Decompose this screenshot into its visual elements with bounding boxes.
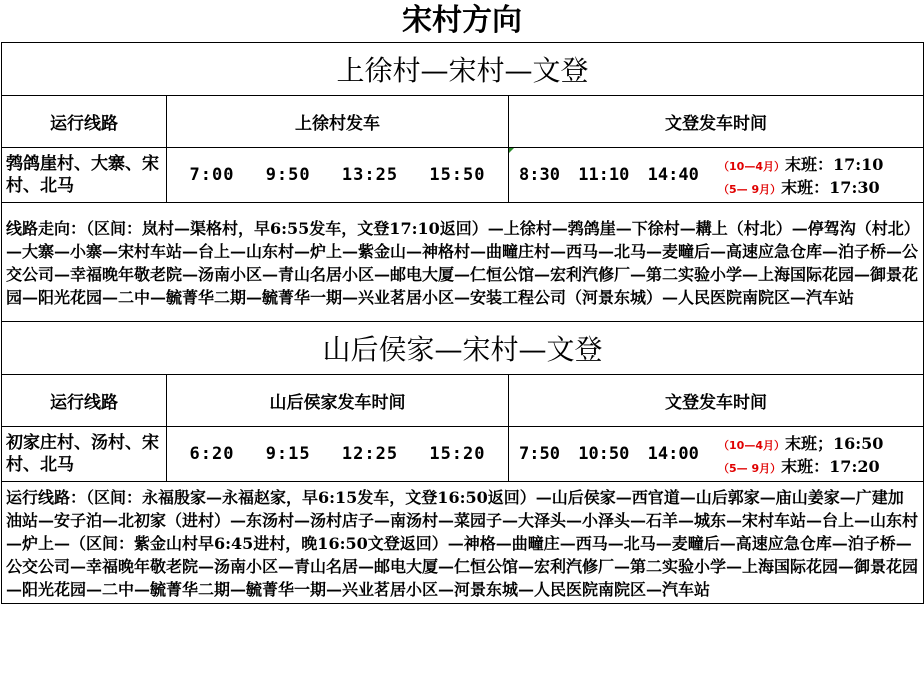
route-description-row <box>2 482 924 604</box>
header-departure-wendeng: 文登发车时间 <box>509 375 924 427</box>
last-bus-time: 末班；16:50 <box>785 434 884 453</box>
route-title: 上徐村—宋村—文登 <box>2 43 924 96</box>
route-title-row <box>2 43 924 96</box>
header-line: 运行线路 <box>2 96 167 148</box>
header-departure-wendeng <box>509 96 924 148</box>
last-bus-time: 末班：17:20 <box>781 457 880 476</box>
origin-time: 12:25 <box>341 444 399 464</box>
origin-time: 15:20 <box>429 444 486 464</box>
origin-times <box>167 427 509 482</box>
wendeng-time: 14:40 <box>647 165 699 185</box>
header-row <box>2 375 924 427</box>
wendeng-time: 11:10 <box>578 165 630 185</box>
route-description: 运行线路：（区间：永福殷家—永福赵家，早6:15发车，文登16:50返回）—山后侯家—西官道—山后郭家—庙山姜家—广建加油站—安子泊—北初家（进村）—东汤村—汤村店子—南汤村—菜园子—大泽头—小泽头—石羊—城东—宋村车站—台上—山东村—炉上—（区间：紫金山村早6:45进村，晚16:50文登返回）—神格—曲疃庄—西马—北马—麦疃后—高速应急仓库—泊子桥—公交公司—幸福晚年敬老院—汤南小区—青山名居—邮电大厦—仁恒公馆—宏利汽修厂—第二实验小学—上海国际花园—御景花园—阳光花园—二中—毓菁华二期—毓菁华一期—兴业茗居小区—河景东城—人民医院南院区—汽车站 <box>2 482 924 604</box>
origin-time: 6:20 <box>189 444 235 464</box>
route-description: 线路走向：（区间：岚村—渠格村，早6:55发车，文登17:10返回）—上徐村—鹁鸽崖—下徐村—耩上（村北）—停驾沟（村北）—大寨—小寨—宋村车站—台上—山东村—炉上—紫金山—神格村—曲疃庄村—西马—北马—麦疃后—高速应急仓库—泊子桥—公交公司—幸福晚年敬老院—汤南小区—青山名居小区—邮电大厦—仁恒公馆—宏利汽修厂—第二实验小学—上海国际花园—御景花园—阳光花园—二中—毓菁华二期—毓菁华一期—兴业茗居小区—安装工程公司（河景东城）—人民医院南院区—汽车站 <box>2 203 924 322</box>
schedule-table <box>1 42 924 604</box>
header-row <box>2 96 924 148</box>
timetable-row <box>2 148 924 203</box>
last-bus-time: 末班：17:10 <box>785 155 884 174</box>
last-bus-winter <box>718 152 913 175</box>
wendeng-time: 14:00 <box>647 444 699 464</box>
origin-times <box>167 148 509 203</box>
page-title: 宋村方向 <box>402 3 522 38</box>
period-summer: （5— 9月） <box>718 183 782 196</box>
origin-time: 15:50 <box>429 165 486 185</box>
period-winter: （10—4月） <box>718 439 785 452</box>
timetable-row <box>2 427 924 482</box>
wendeng-time: 8:30 <box>519 165 560 185</box>
last-bus-summer <box>718 454 913 477</box>
period-summer: （5— 9月） <box>718 462 782 475</box>
wendeng-times <box>519 444 707 464</box>
origin-time: 9:50 <box>265 165 311 185</box>
wendeng-times-cell <box>509 148 924 203</box>
line-name: 初家庄村、汤村、宋村、北马 <box>2 427 167 482</box>
last-bus-time: 末班：17:30 <box>781 178 880 197</box>
origin-time: 13:25 <box>341 165 399 185</box>
wendeng-times-cell <box>509 427 924 482</box>
route-title-row <box>2 322 924 375</box>
route-description-row <box>2 203 924 322</box>
wendeng-time: 7:50 <box>519 444 560 464</box>
route-title: 山后侯家—宋村—文登 <box>2 322 924 375</box>
last-bus-winter <box>718 431 913 454</box>
line-name: 鹁鸽崖村、大寨、宋村、北马 <box>2 148 167 203</box>
header-departure-wendeng-label: 文登发车时间 <box>665 114 768 134</box>
header-departure-origin: 山后侯家发车时间 <box>167 375 509 427</box>
last-bus-summer <box>718 175 913 198</box>
wendeng-times <box>519 165 707 185</box>
header-line: 运行线路 <box>2 375 167 427</box>
origin-time: 7:00 <box>189 165 235 185</box>
origin-time: 9:15 <box>265 444 311 464</box>
cell-marker-icon <box>509 148 514 153</box>
header-departure-origin: 上徐村发车 <box>167 96 509 148</box>
wendeng-time: 10:50 <box>578 444 630 464</box>
period-winter: （10—4月） <box>718 160 785 173</box>
